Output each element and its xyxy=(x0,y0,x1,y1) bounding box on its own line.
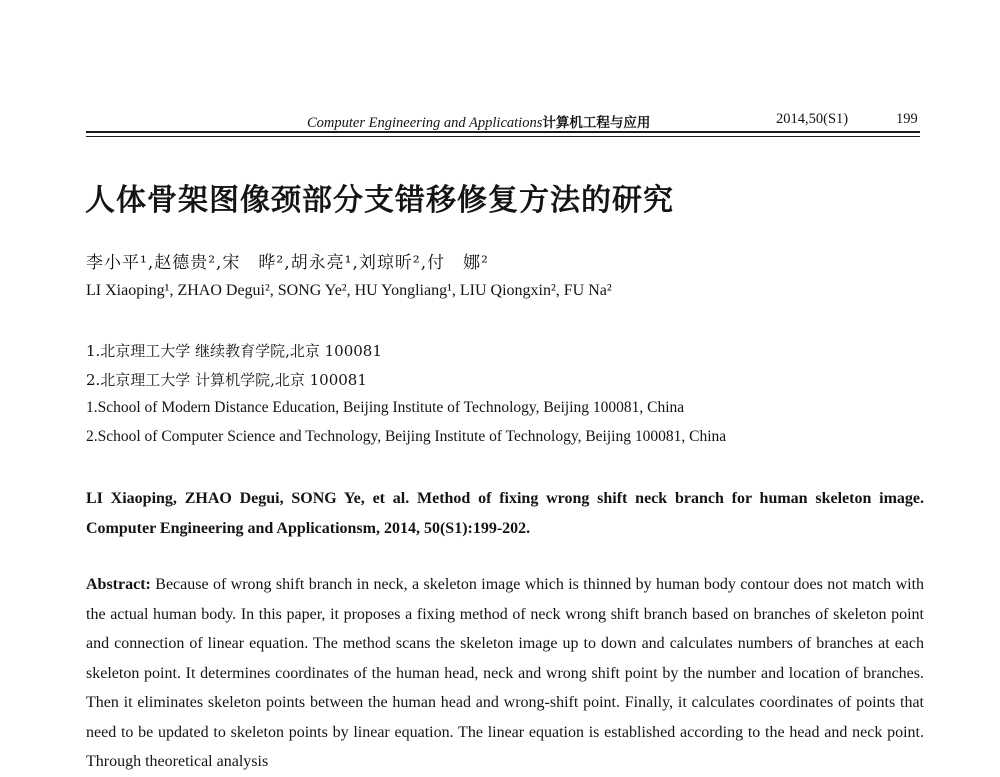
authors-cn: 李小平¹,赵德贵²,宋 晔²,胡永亮¹,刘琼昕²,付 娜² xyxy=(86,253,489,273)
abstract-text: Because of wrong shift branch in neck, a skeleton image which is thinned by human body contour does not match with the actual human body. In this paper, it proposes a fixing method of neck wrong shift branch based on branches of skeleton point and connection of linear equation. The method scans the skeleton image up to down and calculates numbers of branches at each skeleton point. It determines coordinates of the human head, neck and wrong shift point by the number and location of branches. Then it eliminates skeleton points between the human head and wrong-shift point. Finally, it calculates coordinates of points that need to be updated to skeleton points by linear equation. The linear equation is established according to the head and neck point. Through theoretical analysis xyxy=(86,576,925,770)
affiliation-en-2: 2.School of Computer Science and Technology, Beijing Institute of Technology, Beijing 100081, China xyxy=(86,428,727,445)
journal-header xyxy=(307,111,707,132)
affiliation-cn-1: 1.北京理工大学 继续教育学院,北京 100081 xyxy=(86,342,382,360)
page-number: 199 xyxy=(896,111,918,127)
abstract-label: Abstract: xyxy=(86,576,151,593)
header-rule-thin xyxy=(86,136,920,137)
citation: LI Xiaoping, ZHAO Degui, SONG Ye, et al. Method of fixing wrong shift neck branch for human skeleton image. Computer Engineering and Applicationsm, 2014, 50(S1):199-202. xyxy=(86,490,924,537)
journal-name-en: Computer Engineering and Applications xyxy=(307,115,543,131)
paper-title-cn: 人体骨架图像颈部分支错移修复方法的研究 xyxy=(85,183,674,218)
abstract xyxy=(86,570,924,777)
affiliation-en-1: 1.School of Modern Distance Education, Beijing Institute of Technology, Beijing 100081, China xyxy=(86,399,685,416)
issue-info: 2014,50(S1) xyxy=(776,111,849,127)
header-rule-thick xyxy=(86,131,920,133)
authors-en: LI Xiaoping¹, ZHAO Degui², SONG Ye², HU Yongliang¹, LIU Qiongxin², FU Na² xyxy=(86,282,612,299)
affiliation-cn-2: 2.北京理工大学 计算机学院,北京 100081 xyxy=(86,371,367,389)
journal-name-cn: 计算机工程与应用 xyxy=(542,115,651,131)
